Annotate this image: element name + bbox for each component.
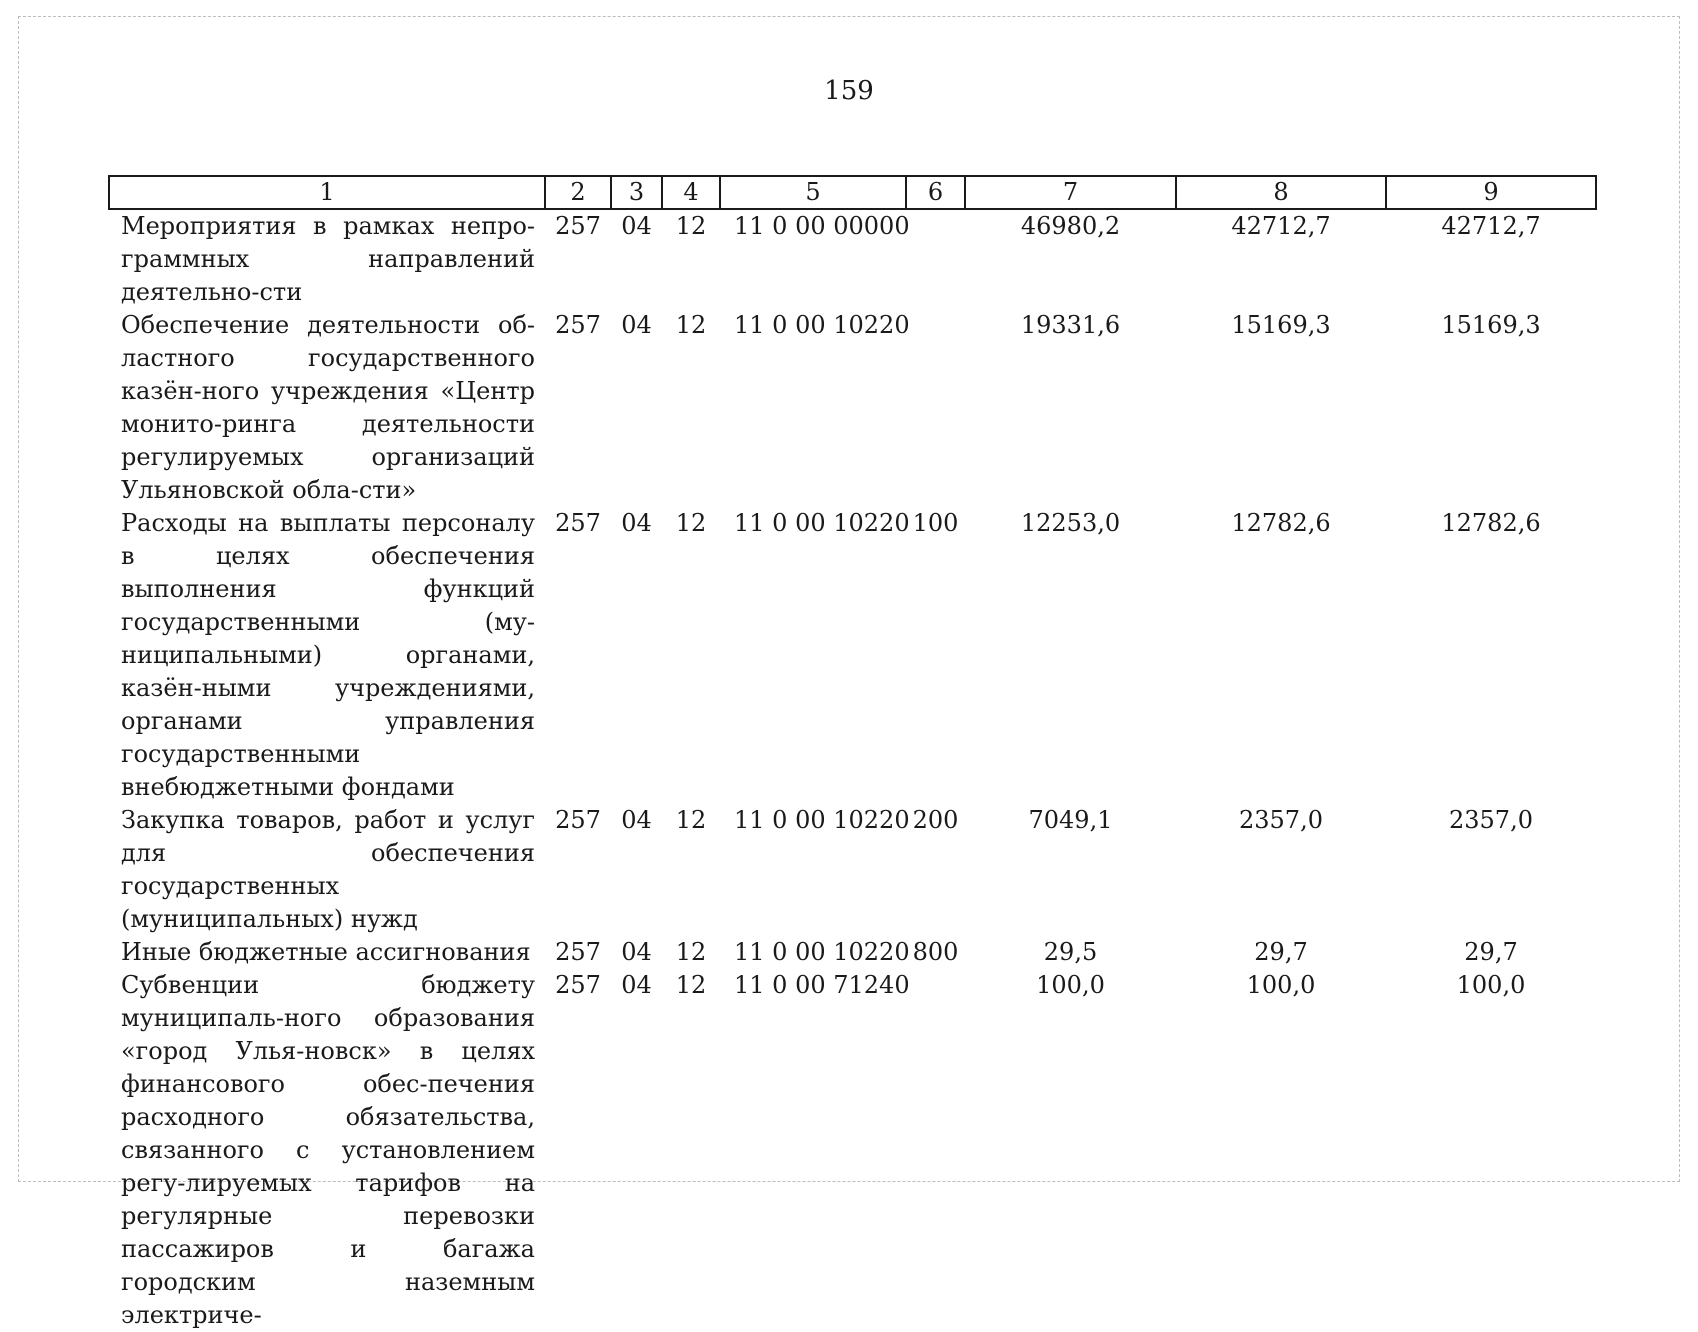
header-row <box>109 176 1596 209</box>
cell-col4: 12 <box>675 938 707 966</box>
cell-col9: 29,7 <box>1464 938 1518 966</box>
cell-col2: 257 <box>555 212 601 240</box>
column-header-1: 1 <box>109 176 545 209</box>
cell-col2: 257 <box>555 938 601 966</box>
row-name-text: Иные бюджетные ассигнования <box>121 938 531 966</box>
row-name-text: Мероприятия в рамках непро-граммных направлений деятельно-сти <box>121 212 535 306</box>
cell-col2: 257 <box>555 509 601 537</box>
budget-table <box>108 175 1597 1332</box>
cell-col3: 04 <box>621 212 652 240</box>
cell-col6: 200 <box>912 806 959 834</box>
table-row <box>109 309 1596 507</box>
cell-col7: 100,0 <box>1036 971 1105 999</box>
cell-col3: 04 <box>621 806 652 834</box>
table-row <box>109 936 1596 969</box>
cell-col9: 100,0 <box>1456 971 1526 999</box>
cell-col5: 11 0 00 71240 <box>734 971 910 999</box>
cell-col8: 12782,6 <box>1231 509 1331 537</box>
row-name <box>109 209 545 309</box>
column-header-4: 4 <box>662 176 720 209</box>
cell-col5: 11 0 00 10220 <box>734 509 910 537</box>
cell-col6 <box>906 209 965 309</box>
cell-col7: 12253,0 <box>1020 509 1121 537</box>
cell-col9: 2357,0 <box>1449 806 1533 834</box>
cell-col7: 19331,6 <box>1020 311 1121 339</box>
column-header-9: 9 <box>1386 176 1596 209</box>
column-header-6: 6 <box>906 176 965 209</box>
column-header-7: 7 <box>965 176 1176 209</box>
cell-col4: 12 <box>675 212 707 240</box>
cell-col6: 800 <box>912 938 959 966</box>
cell-col4: 12 <box>675 509 707 537</box>
row-name <box>109 936 545 969</box>
cell-col4: 12 <box>675 311 707 339</box>
row-name-text: Обеспечение деятельности об-ластного государственного казён-ного учреждения «Центр монито-ринга деятельности регулируемых организаций Ульяновской обла-сти» <box>121 311 535 504</box>
cell-col9: 12782,6 <box>1441 509 1541 537</box>
cell-col8: 2357,0 <box>1239 806 1323 834</box>
cell-col8: 100,0 <box>1246 971 1316 999</box>
cell-col6: 100 <box>912 509 959 537</box>
cell-col7: 46980,2 <box>1020 212 1121 240</box>
row-name <box>109 309 545 507</box>
cell-col6 <box>906 309 965 507</box>
cell-col8: 42712,7 <box>1231 212 1331 240</box>
row-name <box>109 969 545 1332</box>
cell-col2: 257 <box>555 971 601 999</box>
cell-col8: 29,7 <box>1254 938 1308 966</box>
table-row <box>109 804 1596 936</box>
cell-col2: 257 <box>555 311 601 339</box>
row-name <box>109 804 545 936</box>
column-header-8: 8 <box>1176 176 1386 209</box>
cell-col5: 11 0 00 00000 <box>734 212 910 240</box>
row-name-text: Субвенции бюджету муниципаль-ного образования «город Улья-новск» в целях финансового обес-печения расходного обязательства, связанного с установлением регу-лируемых тарифов на регулярные перевозки пассажиров и багажа городским наземным электриче- <box>121 971 535 1329</box>
row-name-text: Расходы на выплаты персоналу в целях обеспечения выполнения функций государственными (му-ниципальными) органами, казён-ными учреждениями, органами управления государственными внебюджетными фондами <box>121 509 535 801</box>
cell-col9: 15169,3 <box>1441 311 1541 339</box>
cell-col3: 04 <box>621 311 652 339</box>
column-header-2: 2 <box>545 176 611 209</box>
cell-col3: 04 <box>621 938 652 966</box>
cell-col5: 11 0 00 10220 <box>734 938 910 966</box>
cell-col2: 257 <box>555 806 601 834</box>
column-header-3: 3 <box>611 176 662 209</box>
table-row <box>109 969 1596 1332</box>
row-name <box>109 507 545 804</box>
cell-col3: 04 <box>621 971 652 999</box>
row-name-text: Закупка товаров, работ и услуг для обеспечения государственных (муниципальных) нужд <box>121 806 535 933</box>
cell-col5: 11 0 00 10220 <box>734 311 910 339</box>
cell-col6 <box>906 969 965 1332</box>
cell-col4: 12 <box>675 971 707 999</box>
cell-col7: 7049,1 <box>1028 806 1113 834</box>
cell-col8: 15169,3 <box>1231 311 1331 339</box>
cell-col4: 12 <box>675 806 707 834</box>
table-row <box>109 209 1596 309</box>
column-header-5: 5 <box>720 176 906 209</box>
table-row <box>109 507 1596 804</box>
cell-col5: 11 0 00 10220 <box>734 806 910 834</box>
cell-col7: 29,5 <box>1043 938 1098 966</box>
page-number: 159 <box>824 76 874 106</box>
cell-col3: 04 <box>621 509 652 537</box>
cell-col9: 42712,7 <box>1441 212 1541 240</box>
